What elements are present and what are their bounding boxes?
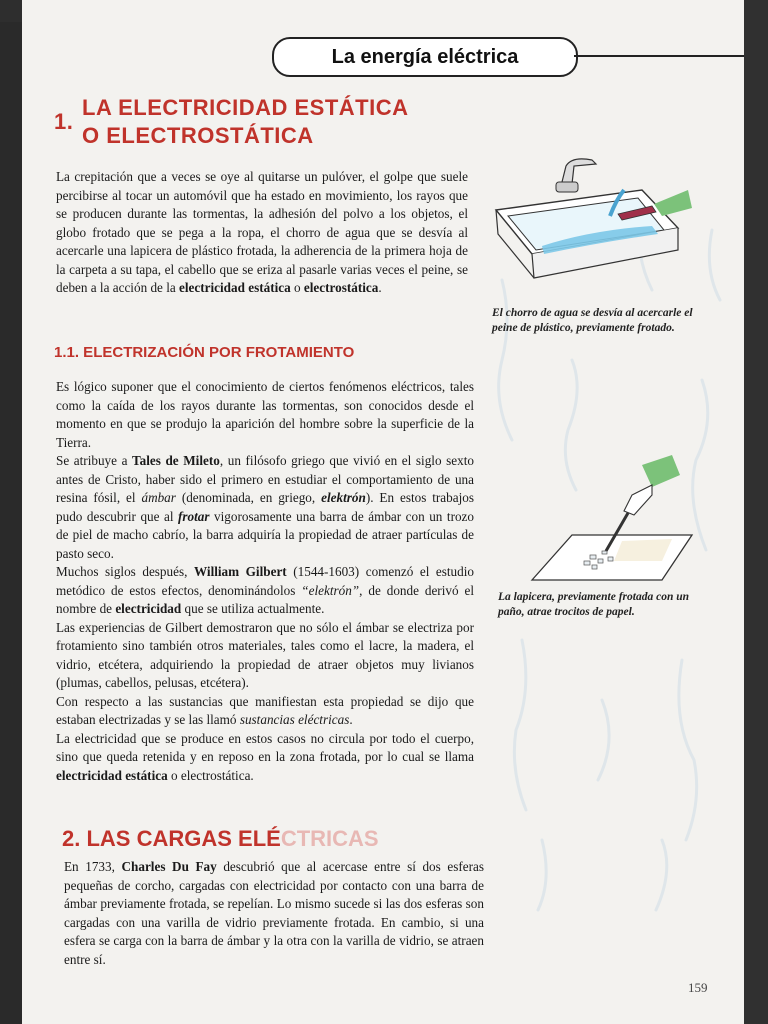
section-1-1-paragraph: Es lógico suponer que el conocimiento de ciertos fenómenos eléctricos, tales como la caída de los rayos durante las tormentas, son conocidos desde el momento en que se produjo la aparición del hombre sobre la superficie de la Tierra. Se atribuye a Tales de Mileto, un filósofo griego que vivió en el siglo sexto antes de Cristo, haber sido el primero en estudiar el comportamiento de una resina fósil, el ámbar (denominada, en griego, elektrón). En estos trabajos pudo descubrir que al frotar vigorosamente una barra de ámbar con un trozo de piel de macho cabrío, la barra adquiría la propiedad de atraer partículas de pasto seco. Muchos siglos después, William Gilbert (1544-1603) comenzó el estudio metódico de estos efectos, denominándolos “elektrón”, de donde derivó el nombre de electricidad que se utiliza actualmente. Las experiencias de Gilbert demostraron que no sólo el ámbar se electriza por frotamiento sino también otros materiales, tales como el lacre, la madera, el vidrio, etcétera, adquiriendo la propiedad de atraer objetos muy livianos (plumas, cabellos, pelusas, etcétera). Con respecto a las sustancias que manifiestan esta propiedad se dijo que estaban electrizadas y se las llamó sustancias eléctricas. La electricidad que se produce en estos casos no circula por todo el cuerpo, sino que queda retenida y en reposo en la zona frotada, por lo cual se llama electricidad estática o electrostática. — [56, 379, 475, 783]
section-1-title-line2: O ELECTROSTÁTICA — [82, 123, 314, 148]
section-1-paragraph: La crepitación que a veces se oye al quitarse un pulóver, el golpe que suele percibirse al tocar un automóvil que ha estado en movimiento, los rayos que se producen durante las tormentas, la adhesión del polvo a los objetos, el globo frotado que se pega a la ropa, el chorro de agua que se desvía al acercarle una lapicera de plástico frotada, la adherencia de la primera hoja de la carpeta a su tapa, el cabello que se eriza al pasarle varias veces el peine, se deben a la acción de la electricidad estática o electrostática. — [56, 169, 468, 295]
title-rule — [574, 55, 746, 57]
section-1-number: 1. — [54, 109, 74, 134]
section-2-heading — [62, 826, 379, 852]
section-1-1-heading: 1.1. ELECTRIZACIÓN POR FROTAMIENTO — [54, 344, 355, 361]
scan-right-edge — [744, 0, 768, 1024]
book-page — [22, 0, 746, 1024]
pen-caption: La lapicera, previamente frotada con un paño, atrae trocitos de papel. — [498, 591, 690, 618]
section-1-title-line1: LA ELECTRICIDAD ESTÁTICA — [82, 95, 409, 120]
sink-caption: El chorro de agua se desvía al acercarle el peine de plástico, previamente frotado. — [492, 307, 693, 334]
section-2-title-faded: CTRICAS — [280, 826, 379, 851]
chapter-title: La energía eléctrica — [272, 37, 578, 77]
section-2-title: 2. LAS CARGAS ELÉ — [62, 826, 281, 851]
page-number: 159 — [688, 980, 708, 995]
sink-illustration — [492, 150, 692, 290]
pen-illustration — [502, 455, 702, 585]
section-2-paragraph: En 1733, Charles Du Fay descubrió que al acercase entre sí dos esferas pequeñas de corcho, cargadas con electricidad por contacto con una barra de ámbar previamente frotada, se repelían. Lo mismo sucede si las dos esferas son cargadas con una varilla de vidrio previamente frotada. En cambio, si una esfera se carga con la barra de ámbar y la otra con la varilla de vidrio, se atraen entre sí. — [64, 859, 484, 967]
